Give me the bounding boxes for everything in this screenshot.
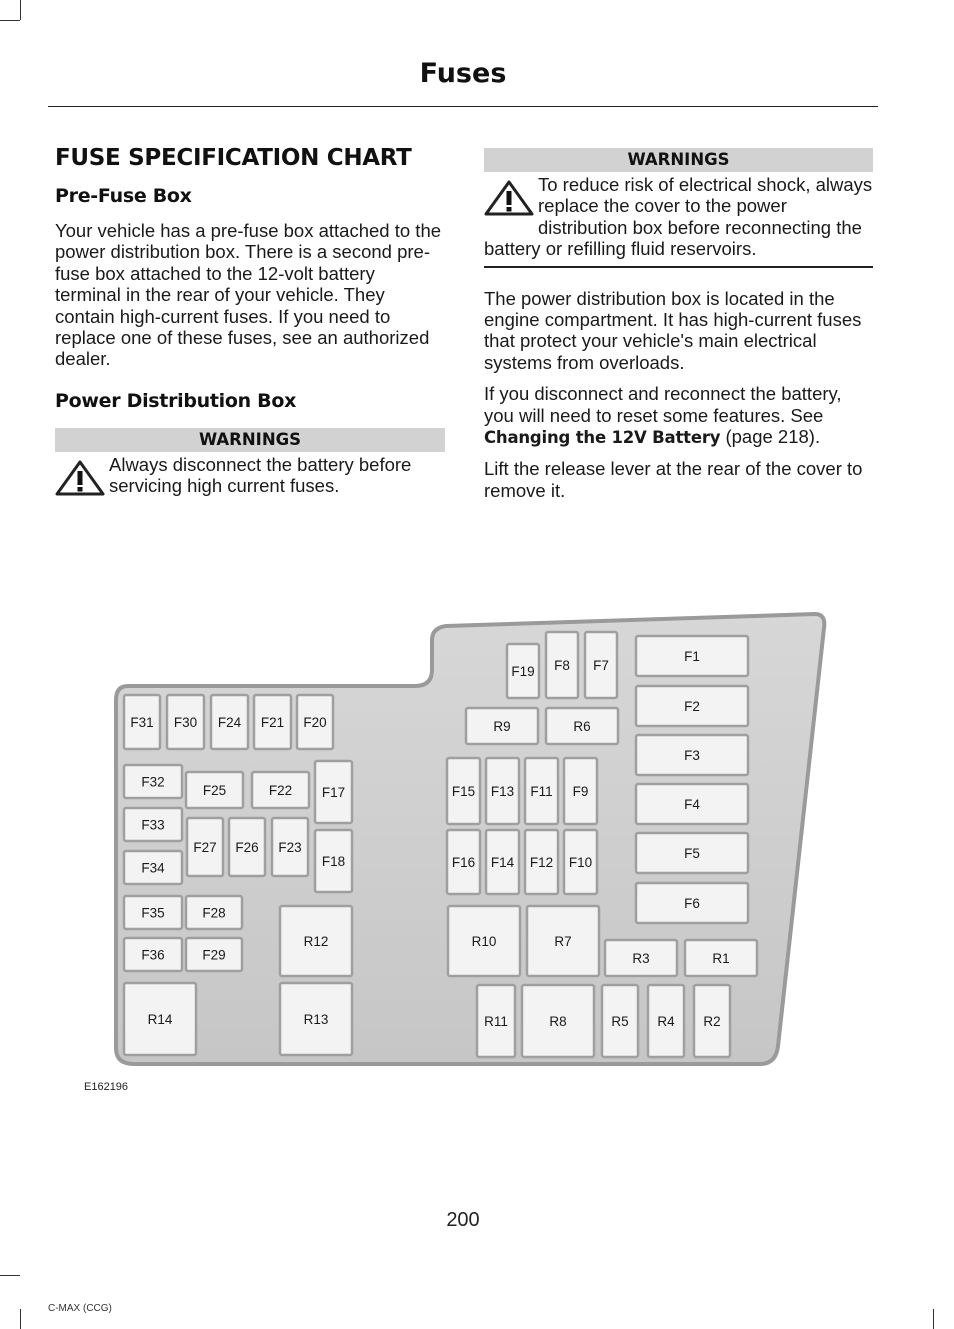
crop-mark (933, 1309, 934, 1329)
slot-label-f17: F17 (321, 785, 346, 800)
slot-label-r1: R1 (712, 951, 730, 966)
slot-label-f4: F4 (684, 797, 700, 812)
slot-label-f34: F34 (141, 860, 165, 876)
header-divider (48, 106, 878, 107)
slot-label-f25: F25 (202, 783, 227, 798)
cross-reference-link[interactable]: Changing the 12V Battery (484, 428, 721, 448)
warning-divider (484, 266, 873, 268)
fuse-box-diagram (110, 608, 835, 1073)
slot-label-r4: R4 (657, 1014, 675, 1029)
pre-fuse-paragraph: Your vehicle has a pre-fuse box attached to the power distribution box. There is a second pre-fuse box attached to the 12-volt battery terminal in the rear of your vehicle. They contain high-current fuses. If you need to replace one of these fuses, see an authorized dealer. (55, 220, 442, 370)
slot-label-f6: F6 (684, 896, 700, 911)
slot-label-f22: F22 (268, 783, 293, 798)
slot-label-r14: R14 (147, 1012, 173, 1027)
slot-label-f18: F18 (321, 854, 346, 869)
slot-label-f33: F33 (141, 817, 165, 833)
slot-label-r10: R10 (471, 934, 497, 949)
slot-label-r6: R6 (573, 719, 591, 734)
slot-label-f28: F28 (202, 905, 226, 921)
warning-block (55, 454, 445, 497)
slot-label-f32: F32 (141, 774, 165, 790)
slot-label-r3: R3 (632, 951, 650, 966)
slot-label-r12: R12 (303, 934, 329, 949)
slot-label-f30: F30 (173, 715, 198, 730)
slot-label-f12: F12 (529, 855, 554, 870)
paragraph-reconnect (484, 383, 873, 448)
slot-label-r2: R2 (703, 1014, 721, 1029)
warning-text: Always disconnect the battery before servicing high current fuses. (109, 453, 412, 497)
warnings-banner: WARNINGS (484, 148, 873, 172)
slot-label-r7: R7 (554, 934, 572, 949)
slot-label-f24: F24 (217, 715, 242, 730)
right-column (484, 148, 873, 511)
slot-label-r5: R5 (611, 1014, 629, 1029)
paragraph-text: If you disconnect and reconnect the battery, you will need to reset some features. See (484, 383, 842, 426)
figure-id: E162196 (84, 1081, 129, 1093)
slot-label-f27: F27 (193, 840, 217, 855)
page-title: Fuses (419, 58, 507, 89)
slot-label-r8: R8 (549, 1014, 567, 1029)
crop-mark (0, 1275, 20, 1276)
slot-label-f36: F36 (141, 947, 165, 963)
slot-label-f31: F31 (130, 715, 154, 730)
crop-mark (0, 20, 20, 21)
slot-label-f8: F8 (554, 658, 570, 673)
slot-label-f15: F15 (451, 784, 476, 799)
section-heading: FUSE SPECIFICATION CHART (55, 145, 412, 171)
warning-triangle-icon (55, 460, 105, 496)
slot-label-f23: F23 (278, 840, 302, 855)
slot-label-f9: F9 (572, 784, 589, 799)
slot-label-f35: F35 (141, 905, 165, 921)
slot-label-f10: F10 (568, 855, 593, 870)
crop-mark (20, 0, 21, 20)
slot-label-f5: F5 (684, 846, 700, 861)
slot-label-f29: F29 (202, 947, 226, 963)
warning-triangle-icon (484, 180, 534, 216)
warnings-banner: WARNINGS (55, 428, 445, 452)
paragraph-location: The power distribution box is located in the engine compartment. It has high-current fuses that protect your vehicle's main electrical systems from overloads. (484, 287, 862, 373)
slot-label-f1: F1 (684, 649, 700, 664)
slot-label-f11: F11 (530, 784, 553, 799)
slot-label-f3: F3 (684, 748, 700, 763)
pre-fuse-heading: Pre-Fuse Box (55, 185, 192, 207)
slot-label-f26: F26 (235, 840, 259, 855)
paragraph-text: (page 218). (720, 426, 821, 448)
slot-label-f21: F21 (260, 715, 285, 730)
left-column (55, 145, 445, 498)
page-number: 200 (446, 1209, 480, 1231)
paragraph-release-lever: Lift the release lever at the rear of the cover to remove it. (484, 458, 863, 501)
warning-text: To reduce risk of electrical shock, always replace the cover to the power distribution box before reconnecting the battery or refilling fluid reservoirs. (484, 174, 873, 260)
crop-mark (20, 1309, 21, 1329)
power-distribution-heading: Power Distribution Box (55, 389, 297, 412)
slot-label-f13: F13 (490, 784, 515, 799)
slot-label-f7: F7 (593, 658, 609, 673)
slot-label-r9: R9 (493, 719, 511, 734)
slot-label-r11: R11 (484, 1014, 508, 1029)
slot-label-f16: F16 (451, 855, 476, 870)
slot-label-r13: R13 (303, 1012, 329, 1027)
slot-label-f19: F19 (511, 664, 535, 679)
warning-block (484, 174, 873, 260)
slot-label-f2: F2 (684, 699, 700, 714)
vehicle-model: C-MAX (CCG) (48, 1303, 112, 1314)
slot-label-f14: F14 (490, 855, 515, 870)
slot-label-f20: F20 (303, 715, 327, 730)
